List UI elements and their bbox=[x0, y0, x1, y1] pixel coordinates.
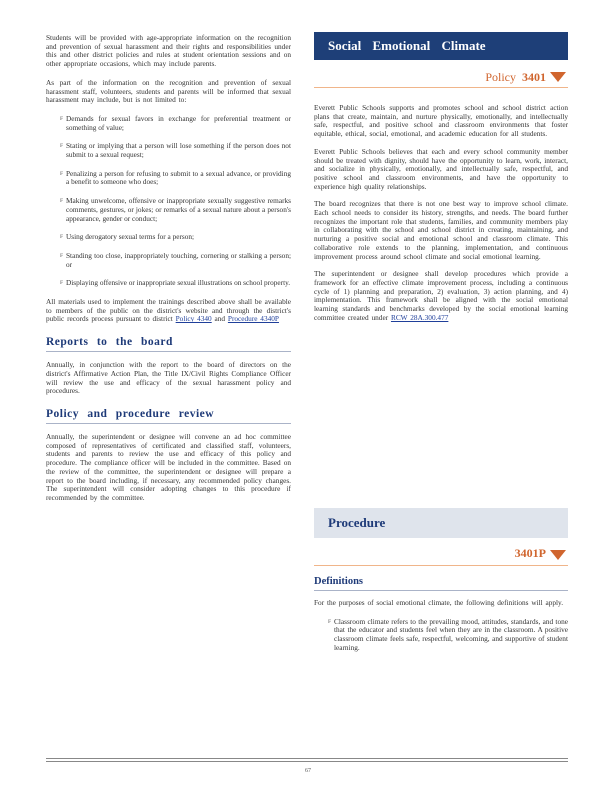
support-paragraph: Everett Public Schools supports and promotes school and school district action plans that create, maintain, and nurture physically, emotionally, and intellectually safe, respectful, and positive school and classroom environments that foster equitable, ethical, social, emotional, and academic education for all students. bbox=[314, 103, 568, 139]
list-item: F Displaying offensive or inappropriate sexual illustrations on school property. bbox=[60, 278, 291, 288]
triangle-down-icon bbox=[550, 72, 566, 82]
procedure-number-line bbox=[314, 546, 568, 566]
bullet-icon: F bbox=[60, 198, 64, 205]
policy-number-line bbox=[314, 68, 568, 88]
bullet-icon: F bbox=[328, 618, 332, 625]
list-item: F Standing too close, inappropriately touching, cornering or stalking a person; or bbox=[60, 250, 291, 269]
procedure-number: 3401P bbox=[514, 546, 546, 560]
definitions-list bbox=[314, 618, 568, 653]
footer-divider bbox=[46, 761, 568, 762]
right-column bbox=[314, 104, 568, 329]
review-heading: Policy and procedure review bbox=[46, 408, 291, 424]
bullet-icon: F bbox=[60, 143, 64, 150]
review-paragraph: Annually, the superintendent or designee will convene an ad hoc committee composed of representatives of certificated and classified staff, volunteers, students and parents to review the use and efficacy of this policy and procedure. The compliance officer will be included in the committee. Based on the review of the committee, the superintendent or designee will prepare a report to the board including, if necessary, any recommended policy changes. The superintendent will consider adopting changes to this procedure if recommended by the committee. bbox=[46, 431, 291, 502]
bullet-icon: F bbox=[60, 280, 64, 287]
list-item: F Making unwelcome, offensive or inappropriate sexually suggestive remarks comments, gestures, or jokes; or remarks of a sexual nature about a person's appearance, gender or conduct; bbox=[60, 196, 291, 223]
materials-paragraph: All materials used to implement the trainings described above shall be available to members of the public on the district's website and through the district's public records process pursuant to district Policy 4340 and Procedure 4340P bbox=[46, 297, 291, 324]
left-column bbox=[46, 34, 291, 510]
bullet-icon: F bbox=[60, 234, 64, 241]
reports-heading: Reports to the board bbox=[46, 336, 291, 352]
procedure-4340p-link[interactable]: Procedure 4340P bbox=[227, 314, 279, 324]
list-item: F Classroom climate refers to the prevailing mood, attitudes, standards, and tone that the educator and students feel when they are in the classroom. A positive classroom climate feels safe, respectful, welcoming, and supportive of student learning. bbox=[328, 616, 568, 652]
list-item: F Using derogatory sexual terms for a person; bbox=[60, 232, 195, 242]
page-number: 67 bbox=[305, 768, 311, 774]
policy-number: 3401 bbox=[522, 70, 546, 84]
superintendent-paragraph: The superintendent or designee shall develop procedures which provide a framework for an effective climate improvement process, including a continuous cycle of 1) planning and preparation, 2) evaluation, 3) action planning, and 4) implementation. This framework shall be aligned with the social emotional learning standards and benchmarks developed by the social emotional learning committee created under RCW 28A.300.477 bbox=[314, 269, 568, 322]
list-item: F Demands for sexual favors in exchange for preferential treatment or something of value; bbox=[60, 113, 291, 132]
information-paragraph: As part of the information on the recognition and prevention of sexual harassment staff, volunteers, students and parents will be informed that sexual harassment may include, but is not limited to: bbox=[46, 77, 291, 105]
policy-label: Policy bbox=[485, 70, 516, 84]
list-item: F Penalizing a person for refusing to submit to a sexual advance, or providing a benefit to someone who does; bbox=[60, 168, 291, 187]
bullet-icon: F bbox=[60, 252, 64, 259]
definitions-intro: For the purposes of social emotional climate, the following definitions will apply. bbox=[314, 598, 564, 607]
harassment-examples-list bbox=[46, 115, 291, 288]
reports-paragraph: Annually, in conjunction with the report to the board of directors on the district's Affirmative Action Plan, the Title IX/Civil Rights Compliance Officer will review the use and efficacy of the sexual harassment policy and procedures. bbox=[46, 360, 291, 396]
policy-4340-link[interactable]: Policy 4340 bbox=[175, 314, 212, 324]
triangle-down-icon bbox=[550, 550, 566, 560]
definitions-section bbox=[314, 576, 568, 663]
definitions-heading: Definitions bbox=[314, 576, 568, 591]
procedure-banner: Procedure bbox=[314, 508, 568, 538]
beliefs-paragraph: Everett Public Schools believes that each and every school community member should be treated with dignity, should have the opportunity to learn, work, interact, and socialize in physically, emotionally, and intellectually safe, respectful, and positive school and classroom environments, and have the opportunity to experience high quality relationships. bbox=[314, 146, 568, 191]
orientation-paragraph: Students will be provided with age-appropriate information on the recognition and prevention of sexual harassment and their rights and responsibilities under this and other district policies and rules at student orientation sessions and on other appropriate occasions, which may include parents. bbox=[46, 33, 291, 69]
board-paragraph: The board recognizes that there is not one best way to improve school climate. Each school needs to consider its history, strengths, and needs. The board further recognizes the important role that students, families, and community members play in collaborating with the school and school district in creating, maintaining, and nurturing a positive social and emotional school and classroom climate. This collaborative role extends to the planning, implementation, and continuous improvement process around school climate and social emotional learning. bbox=[314, 199, 568, 261]
bullet-icon: F bbox=[60, 170, 64, 177]
rcw-link[interactable]: RCW 28A.300.477 bbox=[390, 312, 449, 322]
footer-divider bbox=[46, 758, 568, 759]
bullet-icon: F bbox=[60, 115, 64, 122]
list-item: F Stating or implying that a person will lose something if the person does not submit to a sexual request; bbox=[60, 141, 291, 160]
section-banner: Social Emotional Climate bbox=[314, 32, 568, 60]
